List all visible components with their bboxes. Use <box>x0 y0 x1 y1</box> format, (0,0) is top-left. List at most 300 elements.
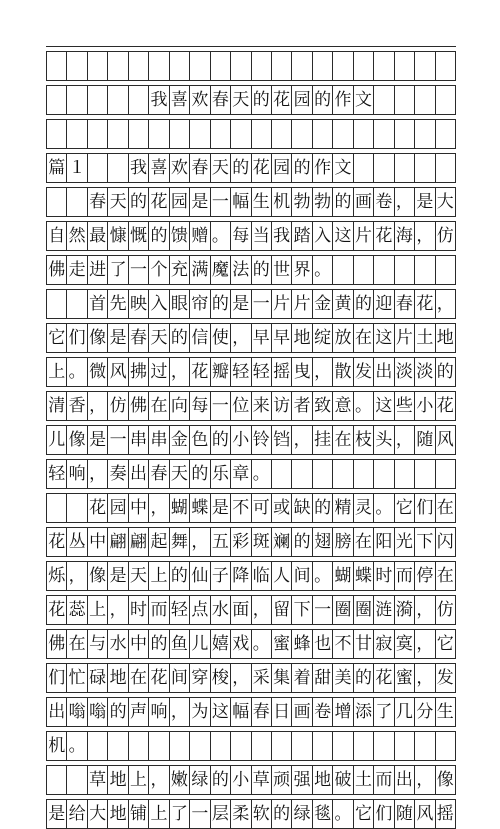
grid-cell: 文 <box>354 86 374 114</box>
grid-cell: 。 <box>67 732 87 760</box>
grid-cell: 儿 <box>47 426 67 454</box>
grid-cell: 发 <box>436 664 456 692</box>
grid-cell <box>252 52 272 80</box>
grid-cell: 而 <box>395 562 415 590</box>
grid-cell <box>436 732 456 760</box>
grid-line <box>46 664 456 692</box>
grid-cell <box>272 120 292 148</box>
grid-cell <box>354 52 374 80</box>
grid-cell: 随 <box>395 800 415 828</box>
grid-cell <box>415 732 435 760</box>
grid-cell <box>313 120 333 148</box>
grid-cell: 时 <box>129 596 149 624</box>
grid-cell: 过 <box>149 358 169 386</box>
grid-cell: 。 <box>211 222 231 250</box>
grid-cell <box>170 120 190 148</box>
grid-cell: 层 <box>211 800 231 828</box>
grid-cell: 章 <box>231 460 251 488</box>
grid-cell: 像 <box>88 562 108 590</box>
grid-cell: 一 <box>129 256 149 284</box>
grid-cell: 访 <box>272 392 292 420</box>
grid-cell: 魔 <box>211 256 231 284</box>
grid-cell: 机 <box>272 188 292 216</box>
grid-cell <box>190 120 210 148</box>
grid-cell: 人 <box>272 562 292 590</box>
grid-cell: 不 <box>333 630 353 658</box>
grid-cell <box>374 86 394 114</box>
grid-cell: 慨 <box>129 222 149 250</box>
grid-cell <box>333 120 353 148</box>
grid-cell: 天 <box>129 562 149 590</box>
grid-cell: 它 <box>354 800 374 828</box>
grid-cell: 的 <box>333 188 353 216</box>
grid-cell: ， <box>88 460 108 488</box>
grid-cell: 可 <box>252 494 272 522</box>
grid-cell: 片 <box>395 324 415 352</box>
grid-cell: 顽 <box>272 766 292 794</box>
grid-cell: ， <box>415 596 435 624</box>
grid-cell: 放 <box>333 324 353 352</box>
grid-cell <box>149 732 169 760</box>
grid-cell <box>395 154 415 182</box>
grid-cell: 。 <box>313 256 333 284</box>
grid-line <box>46 86 456 114</box>
grid-cell: 翩 <box>129 528 149 556</box>
grid-cell: 花 <box>190 358 210 386</box>
grid-cell: 片 <box>354 222 374 250</box>
grid-cell: 迎 <box>374 290 394 318</box>
grid-cell: 嫩 <box>170 766 190 794</box>
grid-cell: 的 <box>354 290 374 318</box>
grid-cell: 散 <box>333 358 353 386</box>
grid-cell: 五 <box>211 528 231 556</box>
grid-cell: 一 <box>252 290 272 318</box>
grid-cell: 卷 <box>374 188 394 216</box>
grid-cell: 早 <box>272 324 292 352</box>
grid-cell: 春 <box>190 154 210 182</box>
grid-cell: 舞 <box>170 528 190 556</box>
grid-cell <box>47 188 67 216</box>
grid-cell: 。 <box>354 392 374 420</box>
grid-cell: ， <box>170 698 190 726</box>
grid-cell: 也 <box>313 630 333 658</box>
grid-cell: 是 <box>190 188 210 216</box>
grid-cell: 者 <box>292 392 312 420</box>
grid-cell: 花 <box>374 664 394 692</box>
grid-cell: 一 <box>190 800 210 828</box>
grid-cell: 采 <box>252 664 272 692</box>
grid-cell: 花 <box>415 290 435 318</box>
grid-cell: ， <box>313 358 333 386</box>
grid-cell: 甜 <box>313 664 333 692</box>
grid-cell: 轻 <box>47 460 67 488</box>
grid-line <box>46 494 456 522</box>
grid-cell: 蝴 <box>170 494 190 522</box>
grid-cell: 的 <box>252 86 272 114</box>
grid-cell: 土 <box>415 324 435 352</box>
grid-line <box>46 732 456 760</box>
grid-cell: 馈 <box>170 222 190 250</box>
grid-cell: 枝 <box>354 426 374 454</box>
grid-cell: ， <box>395 188 415 216</box>
grid-cell: 文 <box>333 154 353 182</box>
grid-cell <box>211 120 231 148</box>
grid-cell <box>67 188 87 216</box>
grid-cell: 的 <box>252 256 272 284</box>
grid-cell: 的 <box>149 222 169 250</box>
grid-cell: 它 <box>47 324 67 352</box>
grid-cell: 了 <box>108 256 128 284</box>
grid-cell: 法 <box>231 256 251 284</box>
grid-cell: 的 <box>211 766 231 794</box>
grid-cell: 春 <box>88 188 108 216</box>
grid-cell: 涟 <box>374 596 394 624</box>
grid-cell: 圈 <box>333 596 353 624</box>
grid-cell: 风 <box>415 800 435 828</box>
grid-cell: 佛 <box>129 392 149 420</box>
grid-cell: 清 <box>47 392 67 420</box>
grid-cell: 上 <box>88 596 108 624</box>
grid-cell: 鱼 <box>170 630 190 658</box>
grid-cell: 子 <box>211 562 231 590</box>
grid-cell <box>88 154 108 182</box>
grid-cell <box>272 460 292 488</box>
grid-cell: 出 <box>129 460 149 488</box>
grid-cell: 儿 <box>190 630 210 658</box>
grid-cell: 春 <box>211 86 231 114</box>
grid-cell: 世 <box>272 256 292 284</box>
grid-cell: 破 <box>333 766 353 794</box>
grid-cell: 给 <box>67 800 87 828</box>
grid-line <box>46 222 456 250</box>
grid-cell: 串 <box>129 426 149 454</box>
grid-cell: ， <box>231 664 251 692</box>
grid-cell: 幅 <box>231 188 251 216</box>
grid-cell <box>88 732 108 760</box>
grid-cell <box>272 52 292 80</box>
grid-cell: 是 <box>108 562 128 590</box>
grid-cell: 生 <box>252 188 272 216</box>
grid-cell: 天 <box>211 154 231 182</box>
grid-cell: 上 <box>149 562 169 590</box>
grid-line <box>46 426 456 454</box>
grid-cell <box>129 86 149 114</box>
grid-cell: 日 <box>272 698 292 726</box>
grid-cell <box>149 120 169 148</box>
grid-cell: 小 <box>231 426 251 454</box>
grid-cell: 微 <box>88 358 108 386</box>
grid-cell: 上 <box>47 358 67 386</box>
grid-cell: 寂 <box>374 630 394 658</box>
grid-cell: 是 <box>108 324 128 352</box>
grid-cell: 赠 <box>190 222 210 250</box>
grid-cell: 了 <box>170 800 190 828</box>
grid-cell <box>170 732 190 760</box>
grid-cell: 蕊 <box>67 596 87 624</box>
grid-cell: 我 <box>149 86 169 114</box>
grid-cell <box>252 120 272 148</box>
grid-cell: 时 <box>374 562 394 590</box>
grid-cell <box>292 460 312 488</box>
grid-cell: 点 <box>190 596 210 624</box>
grid-cell: 轻 <box>231 358 251 386</box>
grid-cell: 。 <box>333 800 353 828</box>
grid-cell: 起 <box>149 528 169 556</box>
grid-cell <box>88 52 108 80</box>
grid-cell: 黄 <box>333 290 353 318</box>
grid-cell: 蜜 <box>272 630 292 658</box>
grid-cell: 花 <box>436 392 456 420</box>
grid-cell: 地 <box>108 766 128 794</box>
grid-cell: 金 <box>170 426 190 454</box>
grid-cell: 地 <box>108 664 128 692</box>
grid-cell <box>354 256 374 284</box>
grid-cell: 走 <box>67 256 87 284</box>
grid-cell: 的 <box>149 630 169 658</box>
grid-cell: 来 <box>252 392 272 420</box>
grid-cell: 着 <box>292 664 312 692</box>
grid-cell: 入 <box>149 290 169 318</box>
grid-cell: 的 <box>170 324 190 352</box>
grid-cell <box>395 732 415 760</box>
grid-cell: 每 <box>231 222 251 250</box>
grid-cell: 它 <box>395 494 415 522</box>
grid-cell: 斑 <box>252 528 272 556</box>
grid-cell: 嗡 <box>67 698 87 726</box>
grid-cell: 集 <box>272 664 292 692</box>
grid-cell: 花 <box>272 86 292 114</box>
grid-cell: 慷 <box>108 222 128 250</box>
grid-cell: 淡 <box>395 358 415 386</box>
grid-cell <box>436 120 456 148</box>
grid-cell <box>395 86 415 114</box>
grid-cell: 曳 <box>292 358 312 386</box>
grid-cell: 花 <box>252 154 272 182</box>
grid-cell: 像 <box>67 426 87 454</box>
grid-cell: 勃 <box>292 188 312 216</box>
grid-cell: 花 <box>149 188 169 216</box>
grid-cell <box>354 460 374 488</box>
grid-line <box>46 154 456 182</box>
grid-cell <box>129 732 149 760</box>
grid-cell: 是 <box>47 800 67 828</box>
grid-cell: 在 <box>67 630 87 658</box>
grid-cell: 佛 <box>47 256 67 284</box>
grid-line <box>46 562 456 590</box>
grid-cell: 然 <box>67 222 87 250</box>
grid-cell <box>47 120 67 148</box>
grid-cell: 园 <box>292 86 312 114</box>
grid-cell: 机 <box>47 732 67 760</box>
grid-cell: 忙 <box>67 664 87 692</box>
grid-cell: 在 <box>436 494 456 522</box>
grid-line <box>46 698 456 726</box>
grid-cell: 春 <box>129 324 149 352</box>
grid-cell: 草 <box>252 766 272 794</box>
grid-cell: 天 <box>108 188 128 216</box>
grid-cell: 满 <box>190 256 210 284</box>
grid-cell: 增 <box>333 698 353 726</box>
grid-cell: 仿 <box>108 392 128 420</box>
grid-cell: 色 <box>190 426 210 454</box>
grid-cell <box>436 256 456 284</box>
grid-cell: 翅 <box>313 528 333 556</box>
grid-cell: 漪 <box>395 596 415 624</box>
grid-cell: 金 <box>313 290 333 318</box>
grid-cell: 与 <box>88 630 108 658</box>
grid-cell <box>415 460 435 488</box>
grid-cell: ， <box>67 562 87 590</box>
grid-cell <box>436 154 456 182</box>
grid-cell: 画 <box>354 188 374 216</box>
grid-cell <box>190 52 210 80</box>
grid-cell: 铃 <box>252 426 272 454</box>
grid-cell: 我 <box>129 154 149 182</box>
grid-cell: 向 <box>170 392 190 420</box>
grid-cell: 地 <box>292 324 312 352</box>
grid-cell <box>170 52 190 80</box>
grid-cell <box>354 732 374 760</box>
grid-cell: 小 <box>231 766 251 794</box>
grid-cell: 喜 <box>149 154 169 182</box>
grid-line <box>46 324 456 352</box>
grid-cell: 下 <box>415 528 435 556</box>
grid-cell: 阳 <box>374 528 394 556</box>
grid-cell: 的 <box>436 358 456 386</box>
grid-cell: 翩 <box>108 528 128 556</box>
grid-cell: 最 <box>88 222 108 250</box>
grid-cell: 轻 <box>252 358 272 386</box>
grid-cell: 。 <box>252 630 272 658</box>
grid-cell: 春 <box>252 698 272 726</box>
grid-cell: 些 <box>395 392 415 420</box>
grid-cell: 的 <box>108 698 128 726</box>
grid-cell: 首 <box>88 290 108 318</box>
grid-cell <box>88 86 108 114</box>
grid-cell: 片 <box>292 290 312 318</box>
grid-cell: 彩 <box>231 528 251 556</box>
grid-cell: 绿 <box>292 800 312 828</box>
grid-cell <box>231 120 251 148</box>
grid-cell <box>415 86 435 114</box>
grid-cell <box>374 120 394 148</box>
grid-cell: 斓 <box>272 528 292 556</box>
grid-cell: 在 <box>354 528 374 556</box>
grid-cell: ， <box>88 392 108 420</box>
grid-cell: 们 <box>47 664 67 692</box>
grid-line <box>46 596 456 624</box>
grid-cell: 的 <box>272 800 292 828</box>
grid-cell: 甘 <box>354 630 374 658</box>
grid-cell: ， <box>149 494 169 522</box>
grid-cell: 风 <box>436 426 456 454</box>
grid-cell <box>354 120 374 148</box>
grid-cell: 铺 <box>129 800 149 828</box>
grid-cell: 在 <box>333 426 353 454</box>
grid-cell: 碌 <box>88 664 108 692</box>
grid-cell: 中 <box>129 630 149 658</box>
grid-cell: 是 <box>88 426 108 454</box>
grid-cell: 幅 <box>231 698 251 726</box>
grid-cell: 精 <box>333 494 353 522</box>
grid-cell: 发 <box>354 358 374 386</box>
grid-cell: 映 <box>129 290 149 318</box>
grid-cell: 穿 <box>190 664 210 692</box>
grid-cell: 强 <box>292 766 312 794</box>
grid-cell: 使 <box>211 324 231 352</box>
grid-cell: 柔 <box>231 800 251 828</box>
grid-cell <box>333 256 353 284</box>
grid-cell: 意 <box>333 392 353 420</box>
grid-cell <box>47 86 67 114</box>
grid-cell: 摇 <box>272 358 292 386</box>
grid-cell: 仙 <box>190 562 210 590</box>
grid-cell: 花 <box>88 494 108 522</box>
grid-cell: ， <box>149 766 169 794</box>
grid-cell: 烁 <box>47 562 67 590</box>
grid-cell: 缺 <box>292 494 312 522</box>
grid-cell: 画 <box>292 698 312 726</box>
grid-cell: 天 <box>149 324 169 352</box>
grid-cell: 水 <box>211 596 231 624</box>
grid-cell: 的 <box>292 528 312 556</box>
grid-cell: 佛 <box>47 630 67 658</box>
grid-cell <box>272 732 292 760</box>
grid-cell: 或 <box>272 494 292 522</box>
grid-cell: 淡 <box>415 358 435 386</box>
grid-cell: 园 <box>108 494 128 522</box>
grid-cell <box>292 120 312 148</box>
grid-cell: 随 <box>415 426 435 454</box>
grid-cell: ， <box>170 358 190 386</box>
grid-cell: 光 <box>395 528 415 556</box>
grid-cell: 间 <box>170 664 190 692</box>
grid-cell: 绽 <box>313 324 333 352</box>
grid-cell: 膀 <box>333 528 353 556</box>
grid-cell: 小 <box>415 392 435 420</box>
grid-cell: ， <box>415 664 435 692</box>
grid-cell: 戏 <box>231 630 251 658</box>
grid-cell <box>108 52 128 80</box>
grid-cell: 它 <box>436 630 456 658</box>
grid-cell: 这 <box>333 222 353 250</box>
grid-cell: 面 <box>231 596 251 624</box>
grid-cell: 卷 <box>313 698 333 726</box>
grid-cell: 。 <box>252 460 272 488</box>
grid-cell: 香 <box>67 392 87 420</box>
grid-cell <box>374 460 394 488</box>
grid-cell <box>374 732 394 760</box>
grid-cell <box>395 52 415 80</box>
grid-cell: 美 <box>333 664 353 692</box>
grid-cell: 海 <box>395 222 415 250</box>
grid-cell: 大 <box>436 188 456 216</box>
grid-cell: 是 <box>231 290 251 318</box>
grid-cell: 声 <box>129 698 149 726</box>
grid-cell: 的 <box>354 664 374 692</box>
grid-cell: 而 <box>149 596 169 624</box>
grid-cell <box>231 732 251 760</box>
grid-cell: 嬉 <box>211 630 231 658</box>
grid-cell <box>47 494 67 522</box>
grid-cell: 生 <box>436 698 456 726</box>
grid-cell <box>374 154 394 182</box>
grid-cell <box>129 52 149 80</box>
grid-cell: 了 <box>374 698 394 726</box>
grid-cell: 。 <box>374 494 394 522</box>
grid-cell: ， <box>108 596 128 624</box>
grid-cell: 水 <box>108 630 128 658</box>
